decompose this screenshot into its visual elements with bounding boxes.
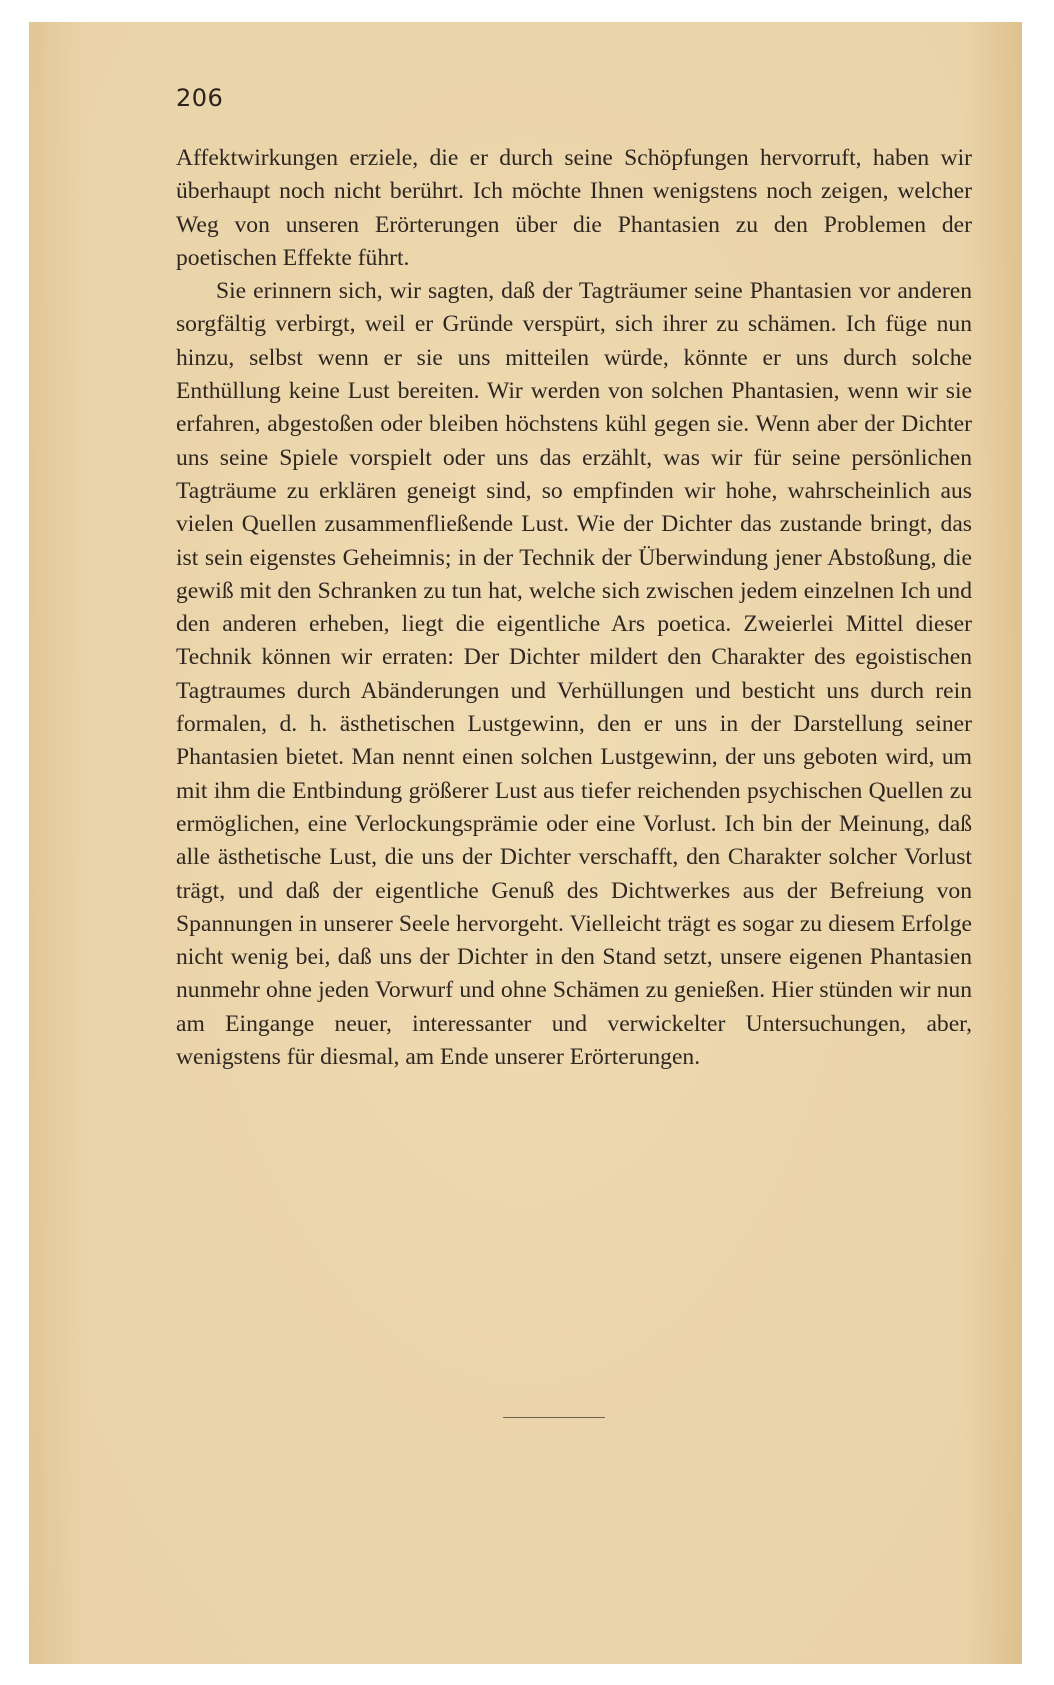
page-number: 206 — [176, 84, 224, 112]
paragraph-2: Sie erinnern sich, wir sagten, daß der Tagträumer seine Phantasien vor anderen sorgfältig verbirgt, weil er Gründe verspürt, sich ihrer zu schämen. Ich füge nun hinzu, selbst wenn er sie uns mitteilen würde, könnte er uns durch solche Enthüllung keine Lust bereiten. Wir werden von solchen Phantasien, wenn wir sie erfahren, abgestoßen oder bleiben höchstens kühl gegen sie. Wenn aber der Dichter uns seine Spiele vorspielt oder uns das erzählt, was wir für seine persönlichen Tagträume zu erklären geneigt sind, so empfinden wir hohe, wahrscheinlich aus vielen Quellen zusammenfließende Lust. Wie der Dichter das zustande bringt, das ist sein eigenstes Geheimnis; in der Technik der Überwindung jener Abstoßung, die gewiß mit den Schranken zu tun hat, welche sich zwischen jedem einzelnen Ich und den anderen erheben, liegt die eigentliche Ars poetica. Zweierlei Mittel dieser Technik können wir erraten: Der Dichter mildert den Charakter des egoistischen Tagtraumes durch Abänderungen und Verhüllungen und besticht uns durch rein formalen, d. h. ästhetischen Lustgewinn, den er uns in der Darstellung seiner Phantasien bietet. Man nennt einen solchen Lustgewinn, der uns geboten wird, um mit ihm die Entbindung größerer Lust aus tiefer reichenden psychischen Quellen zu ermöglichen, eine Verlockungsprämie oder eine Vorlust. Ich bin der Meinung, daß alle ästhetische Lust, die uns der Dichter verschafft, den Charakter solcher Vorlust trägt, und daß der eigentliche Genuß des Dichtwerkes aus der Befreiung von Spannungen in unserer Seele hervorgeht. Vielleicht trägt es sogar zu diesem Erfolge nicht wenig bei, daß uns der Dichter in den Stand setzt, unsere eigenen Phantasien nunmehr ohne jeden Vorwurf und ohne Schämen zu genießen. Hier stünden wir nun am Eingange neuer, interessanter und verwickelter Untersuchungen, aber, wenigstens für diesmal, am Ende unserer Erörterungen. — [176, 278, 972, 1071]
book-page — [29, 22, 1022, 1664]
paragraph-1: Affektwirkungen erziele, die er durch seine Schöpfungen hervorruft, haben wir überhaupt noch nicht berührt. Ich möchte Ihnen wenigstens noch zeigen, welcher Weg von unseren Erörterungen über die Phantasien zu den Problemen der poetischen Effekte führt. — [176, 145, 972, 271]
closing-rule — [503, 1417, 605, 1418]
body-text — [176, 142, 972, 1074]
